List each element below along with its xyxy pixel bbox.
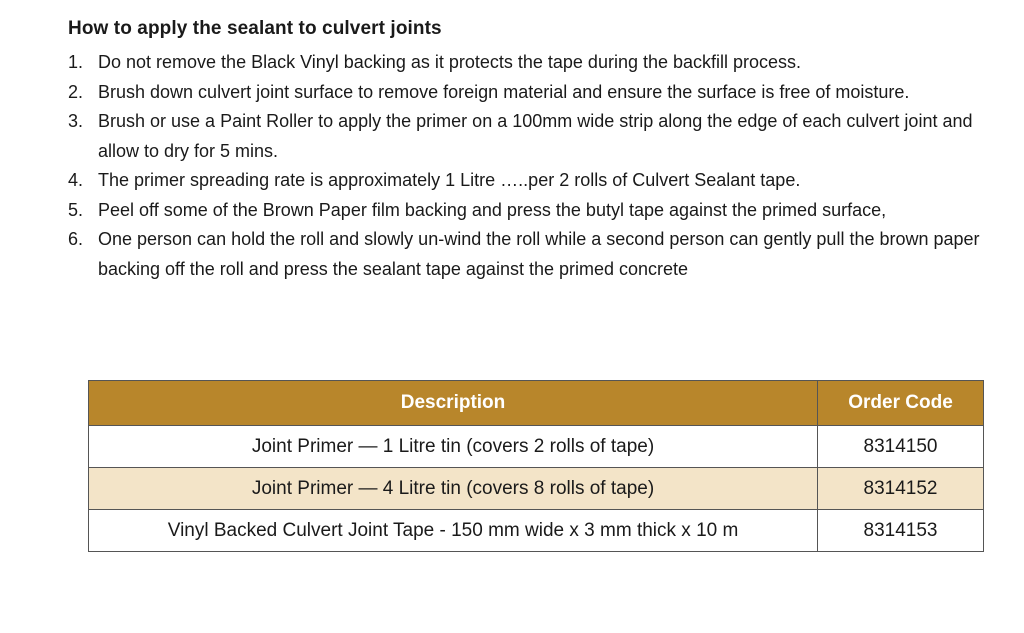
step-number: 6. bbox=[68, 229, 84, 249]
step-number: 3. bbox=[68, 111, 84, 131]
step-text: Brush down culvert joint surface to remove foreign material and ensure the surface is free of moisture. bbox=[98, 81, 910, 102]
step-text: One person can hold the roll and slowly un-wind the roll while a second person can gently pull the brown paper backing off the roll and press the sealant tape against the primed concrete bbox=[98, 229, 980, 279]
step-text: The primer spreading rate is approximately 1 Litre …..per 2 rolls of Culvert Sealant tape. bbox=[98, 170, 801, 190]
description-cell: Joint Primer — 4 Litre tin (covers 8 rolls of tape) bbox=[89, 468, 818, 510]
step-number: 5. bbox=[68, 199, 84, 220]
order-code-cell: 8314150 bbox=[818, 426, 984, 468]
description-cell: Vinyl Backed Culvert Joint Tape - 150 mm wide x 3 mm thick x 10 m bbox=[89, 510, 818, 552]
instruction-list bbox=[68, 48, 998, 284]
table-row bbox=[89, 510, 984, 552]
table-header-row bbox=[89, 381, 984, 426]
description-column-header: Description bbox=[89, 381, 818, 426]
instruction-step bbox=[68, 107, 998, 166]
step-number: 4. bbox=[68, 170, 84, 190]
instruction-step bbox=[68, 48, 998, 78]
instruction-step bbox=[68, 78, 998, 108]
order-code-table bbox=[88, 380, 984, 552]
table-row bbox=[89, 426, 984, 468]
instruction-step bbox=[68, 196, 998, 226]
instruction-step bbox=[68, 166, 998, 196]
step-number: 1. bbox=[68, 52, 84, 72]
step-text: Brush or use a Paint Roller to apply the primer on a 100mm wide strip along the edge of each culvert joint and allow to dry for 5 mins. bbox=[98, 111, 973, 161]
order-code-column-header: Order Code bbox=[818, 381, 984, 426]
description-cell: Joint Primer — 1 Litre tin (covers 2 rolls of tape) bbox=[89, 426, 818, 468]
table-row bbox=[89, 468, 984, 510]
step-text: Do not remove the Black Vinyl backing as it protects the tape during the backfill process. bbox=[98, 52, 802, 72]
section-heading: How to apply the sealant to culvert joints bbox=[68, 18, 442, 39]
step-text: Peel off some of the Brown Paper film backing and press the butyl tape against the primed surface, bbox=[98, 199, 887, 220]
order-code-cell: 8314153 bbox=[818, 510, 984, 552]
instruction-step bbox=[68, 225, 998, 284]
order-code-cell: 8314152 bbox=[818, 468, 984, 510]
step-number: 2. bbox=[68, 81, 84, 102]
